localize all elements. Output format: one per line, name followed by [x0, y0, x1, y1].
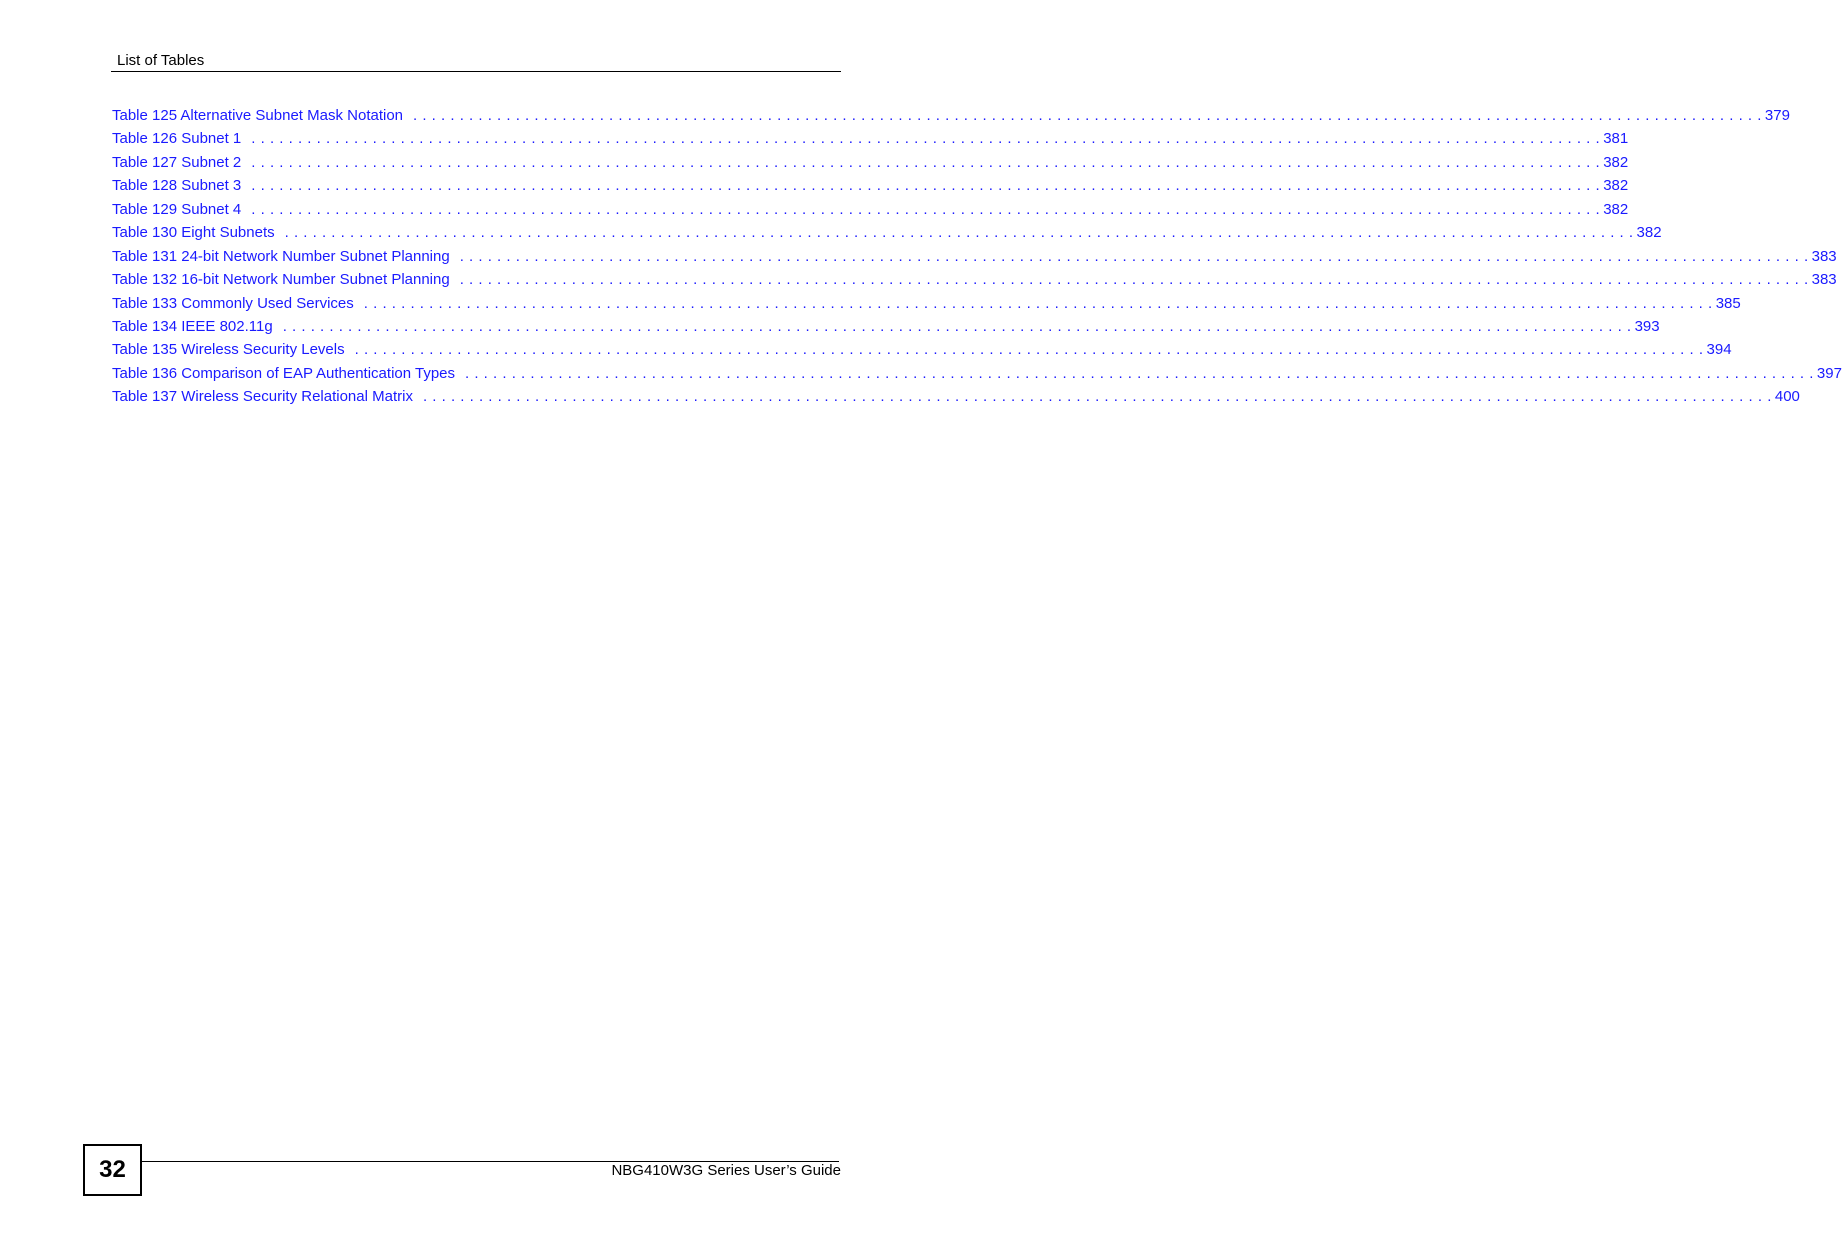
toc-dot-leader: . . . . . . . . . . . . . . . . . . . . . . . . . . . . . . . . . . . . . . . . . . . . . . . . . . . . . . . . . . . . . . . . . . . . . . . . . . . . . . . . . . . . . . . . . . . . . . . . . . . . . . . . . . . . . . . . . . . . . . . . . . . . . . . . . . . . . . . . . . . . . . . . . [251, 177, 1601, 195]
toc-entry-title: Table 129 Subnet 4 [112, 200, 242, 218]
toc-entry-title: Table 132 16-bit Network Number Subnet Planning [112, 271, 450, 289]
toc-entry-table-132[interactable] [112, 270, 1837, 293]
toc-dot-leader: . . . . . . . . . . . . . . . . . . . . . . . . . . . . . . . . . . . . . . . . . . . . . . . . . . . . . . . . . . . . . . . . . . . . . . . . . . . . . . . . . . . . . . . . . . . . . . . . . . . . . . . . . . . . . . . . . . . . . . . . . . . . . . . . . . . . . . . . . . . . . . . . . [251, 153, 1601, 171]
toc-entry-table-127[interactable] [112, 153, 1629, 176]
toc-entry-page: 397 [1816, 364, 1842, 382]
toc-dot-leader: . . . . . . . . . . . . . . . . . . . . . . . . . . . . . . . . . . . . . . . . . . . . . . . . . . . . . . . . . . . . . . . . . . . . . . . . . . . . . . . . . . . . . . . . . . . . . . . . . . . . . . . . . . . . . . . . . . . . . . . . . . . . . . . . . . . . . . . . . . . . . . . . . [282, 317, 1632, 335]
toc-dot-leader: . . . . . . . . . . . . . . . . . . . . . . . . . . . . . . . . . . . . . . . . . . . . . . . . . . . . . . . . . . . . . . . . . . . . . . . . . . . . . . . . . . . . . . . . . . . . . . . . . . . . . . . . . . . . . . . . . . . . . . . . . . . . . . . . . . . . . . . . . . . . . . . . . [363, 294, 1713, 312]
toc-entry-table-125[interactable] [112, 106, 1790, 129]
toc-entry-table-130[interactable] [112, 223, 1662, 246]
toc-entry-table-131[interactable] [112, 247, 1837, 270]
toc-entry-table-129[interactable] [112, 200, 1629, 223]
toc-entry-table-126[interactable] [112, 129, 1629, 152]
toc-entry-table-128[interactable] [112, 176, 1629, 199]
toc-entry-page: 394 [1706, 341, 1732, 359]
toc-entry-page: 383 [1811, 247, 1837, 265]
header-title: List of Tables [117, 52, 205, 69]
toc-entry-title: Table 136 Comparison of EAP Authentication Types [112, 364, 456, 382]
toc-entry-page: 382 [1603, 200, 1629, 218]
toc-dot-leader: . . . . . . . . . . . . . . . . . . . . . . . . . . . . . . . . . . . . . . . . . . . . . . . . . . . . . . . . . . . . . . . . . . . . . . . . . . . . . . . . . . . . . . . . . . . . . . . . . . . . . . . . . . . . . . . . . . . . . . . . . . . . . . . . . . . . . . . . . . . . . . . . . [422, 388, 1772, 406]
toc-entry-title: Table 137 Wireless Security Relational Matrix [112, 388, 413, 406]
toc-entry-page: 382 [1603, 177, 1629, 195]
toc-entry-page: 385 [1715, 294, 1741, 312]
toc-entry-table-133[interactable] [112, 294, 1741, 317]
table-of-contents-list [112, 106, 1842, 411]
toc-entry-table-135[interactable] [112, 340, 1732, 363]
toc-dot-leader: . . . . . . . . . . . . . . . . . . . . . . . . . . . . . . . . . . . . . . . . . . . . . . . . . . . . . . . . . . . . . . . . . . . . . . . . . . . . . . . . . . . . . . . . . . . . . . . . . . . . . . . . . . . . . . . . . . . . . . . . . . . . . . . . . . . . . . . . . . . . . . . . . [465, 364, 1814, 382]
toc-entry-title: Table 127 Subnet 2 [112, 153, 242, 171]
toc-dot-leader: . . . . . . . . . . . . . . . . . . . . . . . . . . . . . . . . . . . . . . . . . . . . . . . . . . . . . . . . . . . . . . . . . . . . . . . . . . . . . . . . . . . . . . . . . . . . . . . . . . . . . . . . . . . . . . . . . . . . . . . . . . . . . . . . . . . . . . . . . . . . . . . . . [413, 107, 1762, 124]
toc-dot-leader: . . . . . . . . . . . . . . . . . . . . . . . . . . . . . . . . . . . . . . . . . . . . . . . . . . . . . . . . . . . . . . . . . . . . . . . . . . . . . . . . . . . . . . . . . . . . . . . . . . . . . . . . . . . . . . . . . . . . . . . . . . . . . . . . . . . . . . . . . . . . . . . . . [354, 341, 1704, 359]
toc-entry-title: Table 135 Wireless Security Levels [112, 341, 345, 359]
toc-entry-page: 379 [1764, 107, 1790, 124]
page-number-box: 32 [83, 1144, 142, 1196]
toc-dot-leader: . . . . . . . . . . . . . . . . . . . . . . . . . . . . . . . . . . . . . . . . . . . . . . . . . . . . . . . . . . . . . . . . . . . . . . . . . . . . . . . . . . . . . . . . . . . . . . . . . . . . . . . . . . . . . . . . . . . . . . . . . . . . . . . . . . . . . . . . . . . . . . . . . [459, 247, 1809, 265]
toc-entry-page: 393 [1634, 317, 1660, 335]
footer-guide-title: NBG410W3G Series User’s Guide [611, 1162, 841, 1179]
toc-entry-page: 400 [1774, 388, 1800, 406]
toc-entry-title: Table 125 Alternative Subnet Mask Notation [112, 107, 404, 124]
toc-dot-leader: . . . . . . . . . . . . . . . . . . . . . . . . . . . . . . . . . . . . . . . . . . . . . . . . . . . . . . . . . . . . . . . . . . . . . . . . . . . . . . . . . . . . . . . . . . . . . . . . . . . . . . . . . . . . . . . . . . . . . . . . . . . . . . . . . . . . . . . . . . . . . . . . . [251, 200, 1601, 218]
toc-entry-title: Table 133 Commonly Used Services [112, 294, 354, 312]
toc-entry-table-134[interactable] [112, 317, 1660, 340]
toc-entry-page: 382 [1636, 224, 1662, 242]
toc-entry-table-137[interactable] [112, 387, 1800, 410]
toc-entry-page: 383 [1811, 271, 1837, 289]
header-divider [111, 71, 841, 72]
toc-dot-leader: . . . . . . . . . . . . . . . . . . . . . . . . . . . . . . . . . . . . . . . . . . . . . . . . . . . . . . . . . . . . . . . . . . . . . . . . . . . . . . . . . . . . . . . . . . . . . . . . . . . . . . . . . . . . . . . . . . . . . . . . . . . . . . . . . . . . . . . . . . . . . . . . . [251, 130, 1601, 148]
toc-entry-title: Table 130 Eight Subnets [112, 224, 275, 242]
toc-entry-title: Table 131 24-bit Network Number Subnet Planning [112, 247, 450, 265]
toc-entry-table-136[interactable] [112, 364, 1842, 387]
toc-entry-page: 381 [1603, 130, 1629, 148]
toc-entry-page: 382 [1603, 153, 1629, 171]
toc-dot-leader: . . . . . . . . . . . . . . . . . . . . . . . . . . . . . . . . . . . . . . . . . . . . . . . . . . . . . . . . . . . . . . . . . . . . . . . . . . . . . . . . . . . . . . . . . . . . . . . . . . . . . . . . . . . . . . . . . . . . . . . . . . . . . . . . . . . . . . . . . . . . . . . . . [459, 271, 1809, 289]
toc-dot-leader: . . . . . . . . . . . . . . . . . . . . . . . . . . . . . . . . . . . . . . . . . . . . . . . . . . . . . . . . . . . . . . . . . . . . . . . . . . . . . . . . . . . . . . . . . . . . . . . . . . . . . . . . . . . . . . . . . . . . . . . . . . . . . . . . . . . . . . . . . . . . . . . . . [284, 224, 1634, 242]
toc-entry-title: Table 134 IEEE 802.11g [112, 317, 273, 335]
toc-entry-title: Table 128 Subnet 3 [112, 177, 242, 195]
toc-entry-title: Table 126 Subnet 1 [112, 130, 242, 148]
